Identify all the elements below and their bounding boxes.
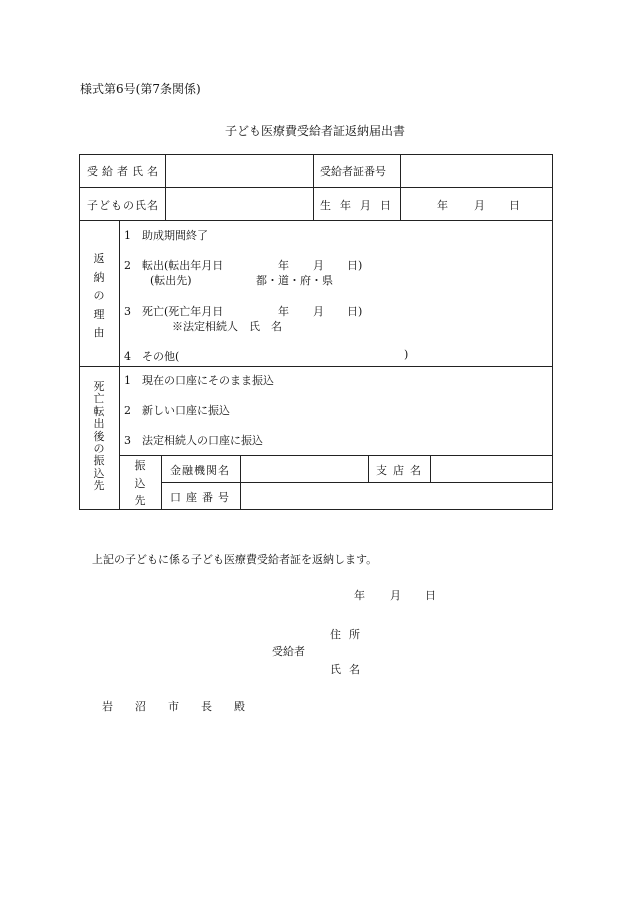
transfer-destination-heading: 振 込 先 (134, 459, 146, 507)
bank-name-label: 金融機関名 (170, 464, 230, 477)
branch-name-label: 支店名 (376, 464, 427, 477)
name-label: 氏名 (330, 663, 368, 676)
birth-day-label: 日 (509, 199, 520, 212)
child-name-label: 子どもの氏名 (87, 199, 159, 212)
reason-item-2-prefecture: 都・道・府・県 (256, 274, 333, 287)
transfer-item-1[interactable]: 1 現在の口座にそのまま振込 (124, 374, 274, 387)
certificate-number-field[interactable] (401, 155, 552, 187)
birth-year-label: 年 (437, 199, 448, 212)
reason-item-2-year: 年 (278, 259, 289, 272)
reason-item-4-close: ) (404, 348, 409, 361)
recipient-name-field[interactable] (166, 155, 313, 187)
submit-month-label: 月 (390, 589, 401, 602)
birth-date-label: 生年月日 (320, 199, 400, 212)
reason-item-2-month: 月 (313, 259, 324, 272)
return-reason-heading: 返 納 の 理 由 (93, 252, 105, 339)
submit-year-label: 年 (354, 589, 365, 602)
form-number: 様式第6号(第7条関係) (80, 82, 201, 96)
account-number-field[interactable] (241, 483, 552, 509)
recipient-name-label: 受給者氏名 (87, 165, 162, 178)
recipient-label: 受給者 (272, 645, 305, 658)
account-number-label: 口座番号 (170, 491, 234, 504)
transfer-item-2[interactable]: 2 新しい口座に振込 (124, 404, 230, 417)
certificate-number-label: 受給者証番号 (320, 165, 386, 178)
reason-item-4[interactable]: 4 その他( (124, 350, 180, 363)
reason-item-3-heir: ※法定相続人 氏 名 (172, 320, 282, 333)
reason-item-1[interactable]: 1 助成期間終了 (124, 229, 208, 242)
transfer-heading: 死 亡 転 出 後 の 振 込 先 (93, 380, 105, 492)
child-name-field[interactable] (166, 188, 313, 220)
reason-item-3-year: 年 (278, 305, 289, 318)
address-label: 住所 (330, 628, 368, 641)
reason-item-3-month: 月 (313, 305, 324, 318)
bank-name-field[interactable] (241, 456, 368, 482)
statement-text: 上記の子どもに係る子ども医療費受給者証を返納します。 (92, 553, 378, 566)
branch-name-field[interactable] (431, 456, 552, 482)
reason-item-3-day: 日) (347, 305, 363, 318)
reason-item-3[interactable]: 3 死亡(死亡年月日 (124, 305, 224, 318)
birth-month-label: 月 (474, 199, 485, 212)
reason-item-2-day: 日) (347, 259, 363, 272)
reason-item-2-destination: (転出先) (150, 274, 192, 287)
addressee: 岩沼市長殿 (102, 700, 267, 713)
transfer-item-3[interactable]: 3 法定相続人の口座に振込 (124, 434, 263, 447)
form-title: 子ども医療費受給者証返納届出書 (224, 124, 405, 138)
reason-item-2[interactable]: 2 転出(転出年月日 (124, 259, 224, 272)
submit-day-label: 日 (425, 589, 436, 602)
